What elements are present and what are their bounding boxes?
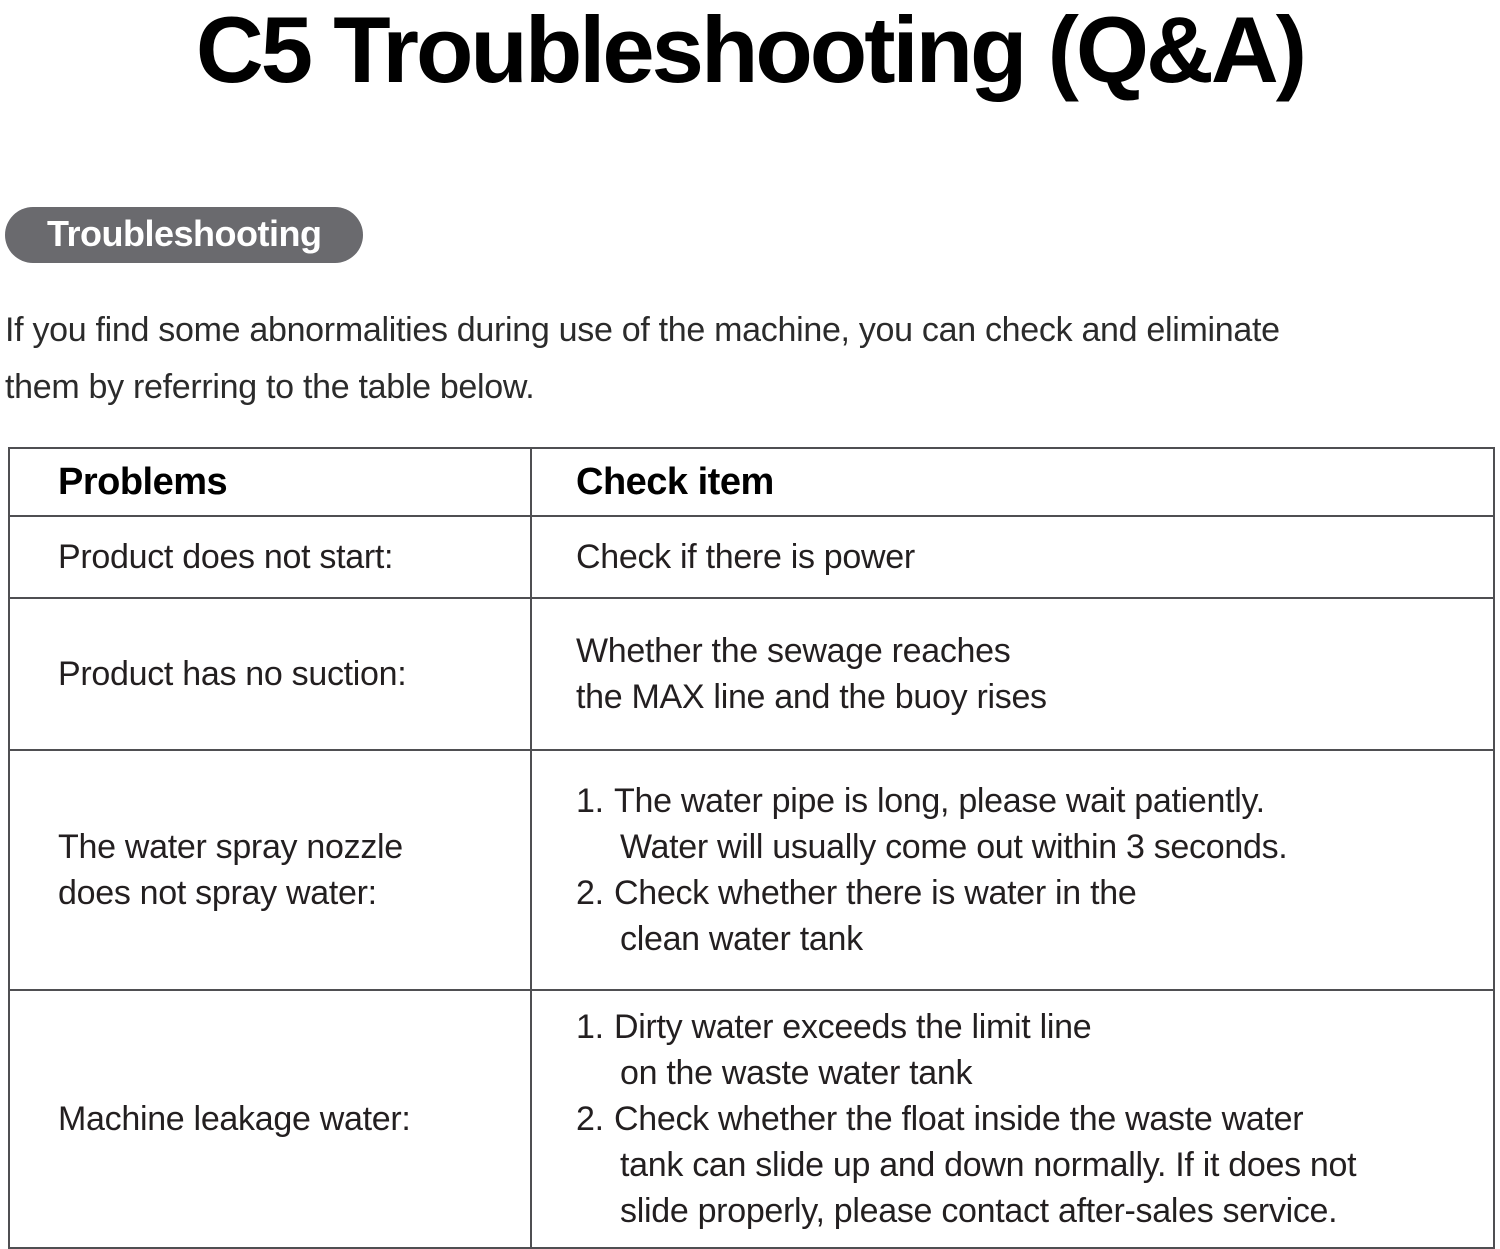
intro-line-2: them by referring to the table below. [5, 368, 535, 406]
column-header-check-item: Check item [531, 448, 1494, 516]
item-number: 2. [576, 874, 604, 912]
table-header-row [9, 448, 1494, 516]
check-text-line: Dirty water exceeds the limit line [614, 1008, 1092, 1046]
check-text-line: clean water tank [620, 920, 863, 958]
problem-cell [9, 990, 531, 1248]
check-text: Check if there is power [576, 538, 915, 576]
problem-text-line: The water spray nozzle [58, 828, 403, 866]
problem-text: Product does not start: [58, 538, 394, 576]
numbered-item [576, 870, 1477, 962]
problem-text-line: does not spray water: [58, 874, 377, 912]
troubleshooting-table [8, 447, 1495, 1249]
check-item-cell [531, 750, 1494, 990]
check-text-line: Whether the sewage reaches [576, 632, 1011, 670]
problem-text: Product has no suction: [58, 655, 407, 693]
item-number: 2. [576, 1100, 604, 1138]
section-badge [5, 207, 363, 263]
intro-paragraph [5, 302, 1495, 416]
check-text-line: Water will usually come out within 3 seconds. [620, 828, 1288, 866]
page-title: C5 Troubleshooting (Q&A) [195, 0, 1305, 102]
numbered-item [576, 1004, 1477, 1096]
section-badge-label: Troubleshooting [47, 213, 322, 254]
item-number: 1. [576, 782, 604, 820]
problem-cell [9, 516, 531, 598]
intro-line-1: If you find some abnormalities during use of the machine, you can check and eliminate [5, 311, 1280, 349]
check-text-line: tank can slide up and down normally. If it does not [620, 1146, 1357, 1184]
problem-cell [9, 750, 531, 990]
check-text-line: the MAX line and the buoy rises [576, 678, 1047, 716]
check-item-cell [531, 598, 1494, 750]
item-number: 1. [576, 1008, 604, 1046]
problem-text: Machine leakage water: [58, 1100, 411, 1138]
problem-cell [9, 598, 531, 750]
check-item-cell [531, 516, 1494, 598]
numbered-item [576, 1096, 1477, 1234]
check-text-line: slide properly, please contact after-sales service. [620, 1192, 1338, 1230]
table-row [9, 598, 1494, 750]
table-row [9, 516, 1494, 598]
column-header-problems: Problems [9, 448, 531, 516]
numbered-item [576, 778, 1477, 870]
check-text-line: Check whether there is water in the [614, 874, 1137, 912]
table-row [9, 990, 1494, 1248]
check-item-cell [531, 990, 1494, 1248]
check-numbered-list [576, 1004, 1477, 1234]
check-text-line: The water pipe is long, please wait patiently. [614, 782, 1265, 820]
check-numbered-list [576, 778, 1477, 962]
check-text-line: on the waste water tank [620, 1054, 973, 1092]
table-row [9, 750, 1494, 990]
check-text-line: Check whether the float inside the waste water [614, 1100, 1304, 1138]
